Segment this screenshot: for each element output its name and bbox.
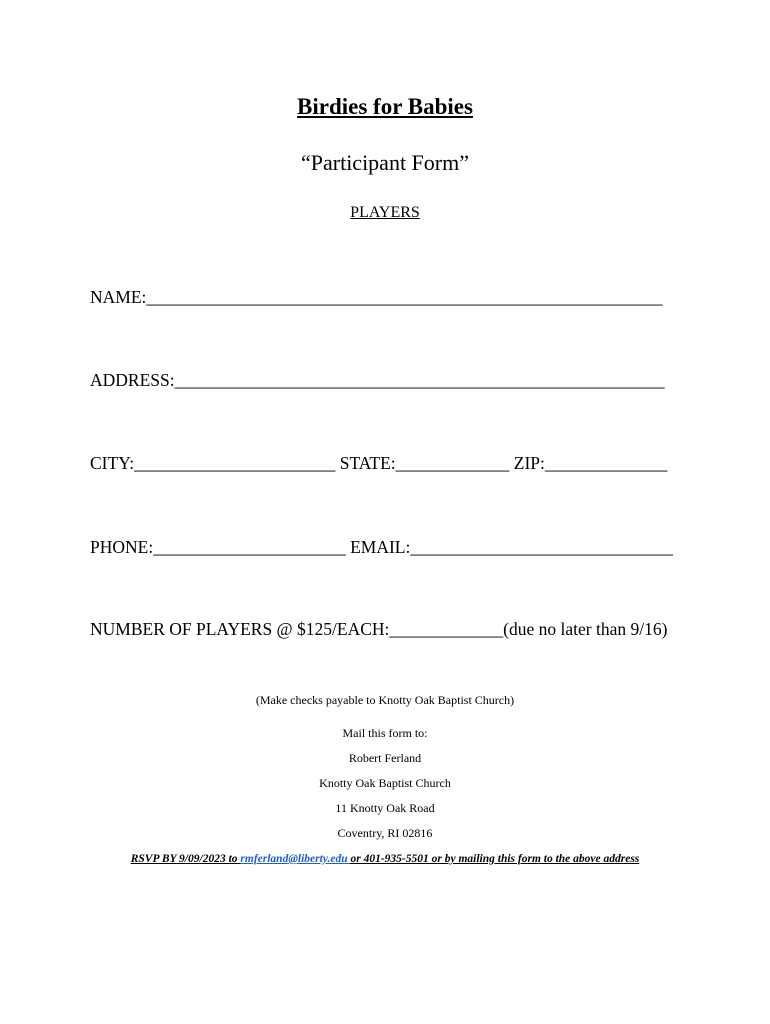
mail-organization: Knotty Oak Baptist Church — [319, 776, 451, 790]
section-heading-players: PLAYERS — [350, 204, 420, 221]
address-field-line: ADDRESS:________________________________________________________ — [90, 370, 665, 390]
number-of-players-field-line: NUMBER OF PLAYERS @ $125/EACH:_____________(due no later than 9/16) — [90, 619, 668, 639]
form-title: Birdies for Babies — [297, 94, 473, 119]
rsvp-prefix: RSVP BY 9/09/2023 to — [130, 853, 241, 865]
mail-street: 11 Knotty Oak Road — [335, 801, 435, 815]
name-field-line: NAME:___________________________________________________________ — [90, 287, 663, 307]
rsvp-suffix: or 401-935-5501 or by mailing this form to the above address — [350, 853, 640, 865]
mail-intro: Mail this form to: — [342, 726, 428, 740]
city-state-zip-field-line: CITY:_______________________ STATE:_____________ ZIP:______________ — [90, 453, 668, 473]
form-subtitle: “Participant Form” — [300, 150, 469, 175]
rsvp-email-link[interactable]: rmferland@liberty.edu — [240, 853, 351, 865]
rsvp-line — [0, 853, 770, 865]
mail-recipient-name: Robert Ferland — [348, 751, 422, 765]
phone-email-field-line: PHONE:______________________ EMAIL:______________________________ — [90, 537, 673, 557]
checks-payable-note: (Make checks payable to Knotty Oak Baptist Church) — [255, 693, 515, 707]
mail-city: Coventry, RI 02816 — [337, 826, 433, 840]
